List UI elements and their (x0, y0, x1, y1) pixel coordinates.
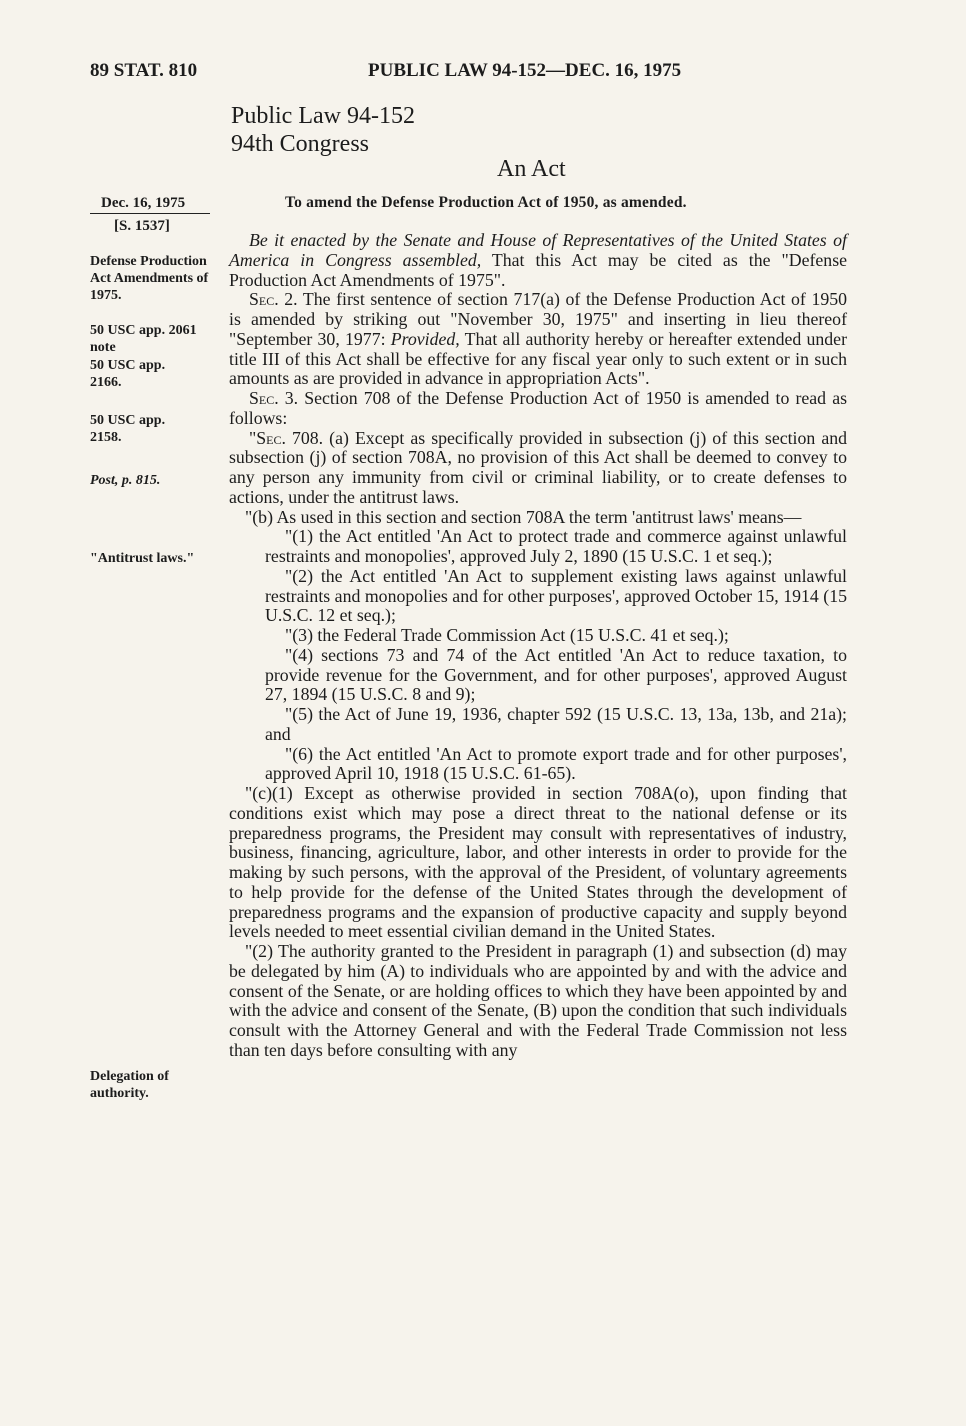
bill-number: [S. 1537] (114, 218, 170, 234)
section-708-a: "Sec. 708. (a) Except as specifically provided in subsection (j) of this section and subsection (j) of section 708A, no provision of this Act shall be deemed to convey to any person any immunity from civil or criminal liability, or to create defenses to actions, under the antitrust laws. (229, 427, 848, 507)
subsection-b: "(b) As used in this section and section 708A the term 'antitrust laws' means— (245, 506, 802, 527)
section-3: Sec. 3. Section 708 of the Defense Production Act of 1950 is amended to read as follows: (229, 388, 848, 428)
section-2-label: Sec. 2. (249, 289, 298, 310)
subsection-c-2: "(2) The authority granted to the President in paragraph (1) and subsection (d) may be delegated by him (A) to individuals who are appointed by and with the advice and consent of the Senate, or are holding offices to which they have been appointed by and with the advice and consent of the Senate, (B) upon the condition that such individuals consult with the Attorney General and with the Federal Trade Commission not less than ten days before consulting with any (229, 941, 847, 1060)
side-note-usc-note: 50 USC app. 2061 note (90, 323, 197, 355)
running-head: PUBLIC LAW 94-152—DEC. 16, 1975 (368, 60, 682, 81)
stat-page-number: 89 STAT. 810 (90, 60, 198, 81)
short-title-text: That this Act may be cited as the "Defense Production Act Amendments of 1975". (229, 249, 848, 290)
subsection-c-1: "(c)(1) Except as otherwise provided in section 708A(o), upon finding that conditions exist which may pose a direct threat to the national defense or its preparedness programs, the President may consult with representatives of industry, business, financing, agriculture, labor, and other interests in order to provide for the making by such persons, with the approval of the President, of voluntary agreements to help provide for the defense of the United States through the development of preparedness programs and the expansion of productive capacity and supply beyond levels needed to meet essential civilian demand in the United States. (229, 783, 847, 942)
list-item-1: "(1) the Act entitled 'An Act to protect trade and commerce against unlawful restraints and monopolies', approved July 2, 1890 (15 U.S.C. 1 et seq.); (265, 526, 847, 566)
enacting-formula: Be it enacted by the Senate and House of Representatives of the United States of America in Congress assembled, (229, 230, 847, 270)
list-item-3: "(3) the Federal Trade Commission Act (15 U.S.C. 41 et seq.); (285, 625, 729, 645)
side-note-usc-2166: 50 USC app. 2166. (90, 358, 166, 390)
congress-number: 94th Congress (231, 131, 369, 157)
side-note-delegation: Delegation of authority. (90, 1069, 169, 1101)
section-3-label: Sec. 3. (249, 388, 299, 408)
list-item-5: "(5) the Act of June 19, 1936, chapter 592 (15 U.S.C. 13, 13a, 13b, and 21a); and (265, 704, 847, 744)
provided-term: Provided, (390, 328, 460, 349)
side-note-post-reference: Post, p. 815. (90, 473, 161, 488)
enacting-clause (229, 231, 847, 290)
date-divider (90, 213, 210, 214)
side-note-antitrust-laws: "Antitrust laws." (90, 551, 195, 566)
list-item-2: "(2) the Act entitled 'An Act to supplement existing laws against unlawful restraints and monopolies and for other purposes', approved October 15, 1914 (15 U.S.C. 12 et seq.); (265, 565, 847, 626)
section-2: Sec. 2. The first sentence of section 717(a) of the Defense Production Act of 1950 is amended by striking out "November 30, 1975" and inserting in lieu thereof "September 30, 1977: Provided, That all authority hereby or hereafter extended under title III of this Act shall be effective for any fiscal year only to such extent or in such amounts as are provided in advance in appropriation Acts". (229, 289, 848, 389)
section-708-label: "Sec. 708. (249, 427, 324, 448)
statute-body (229, 231, 847, 1061)
list-item-6: "(6) the Act entitled 'An Act to promote export trade and for other purposes', approved April 10, 1918 (15 U.S.C. 61-65). (265, 743, 847, 784)
side-note-short-title: Defense Production Act Amendments of 1975. (90, 254, 209, 303)
list-item-4: "(4) sections 73 and 74 of the Act entitled 'An Act to reduce taxation, to provide revenue for the Government, and for other purposes', approved August 27, 1894 (15 U.S.C. 8 and 9); (265, 644, 847, 705)
act-purpose: To amend the Defense Production Act of 1950, as amended. (285, 194, 687, 211)
enactment-date: Dec. 16, 1975 (101, 195, 186, 211)
public-law-number: Public Law 94-152 (231, 103, 415, 129)
side-note-usc-2158: 50 USC app. 2158. (90, 413, 166, 445)
act-heading: An Act (497, 156, 566, 182)
